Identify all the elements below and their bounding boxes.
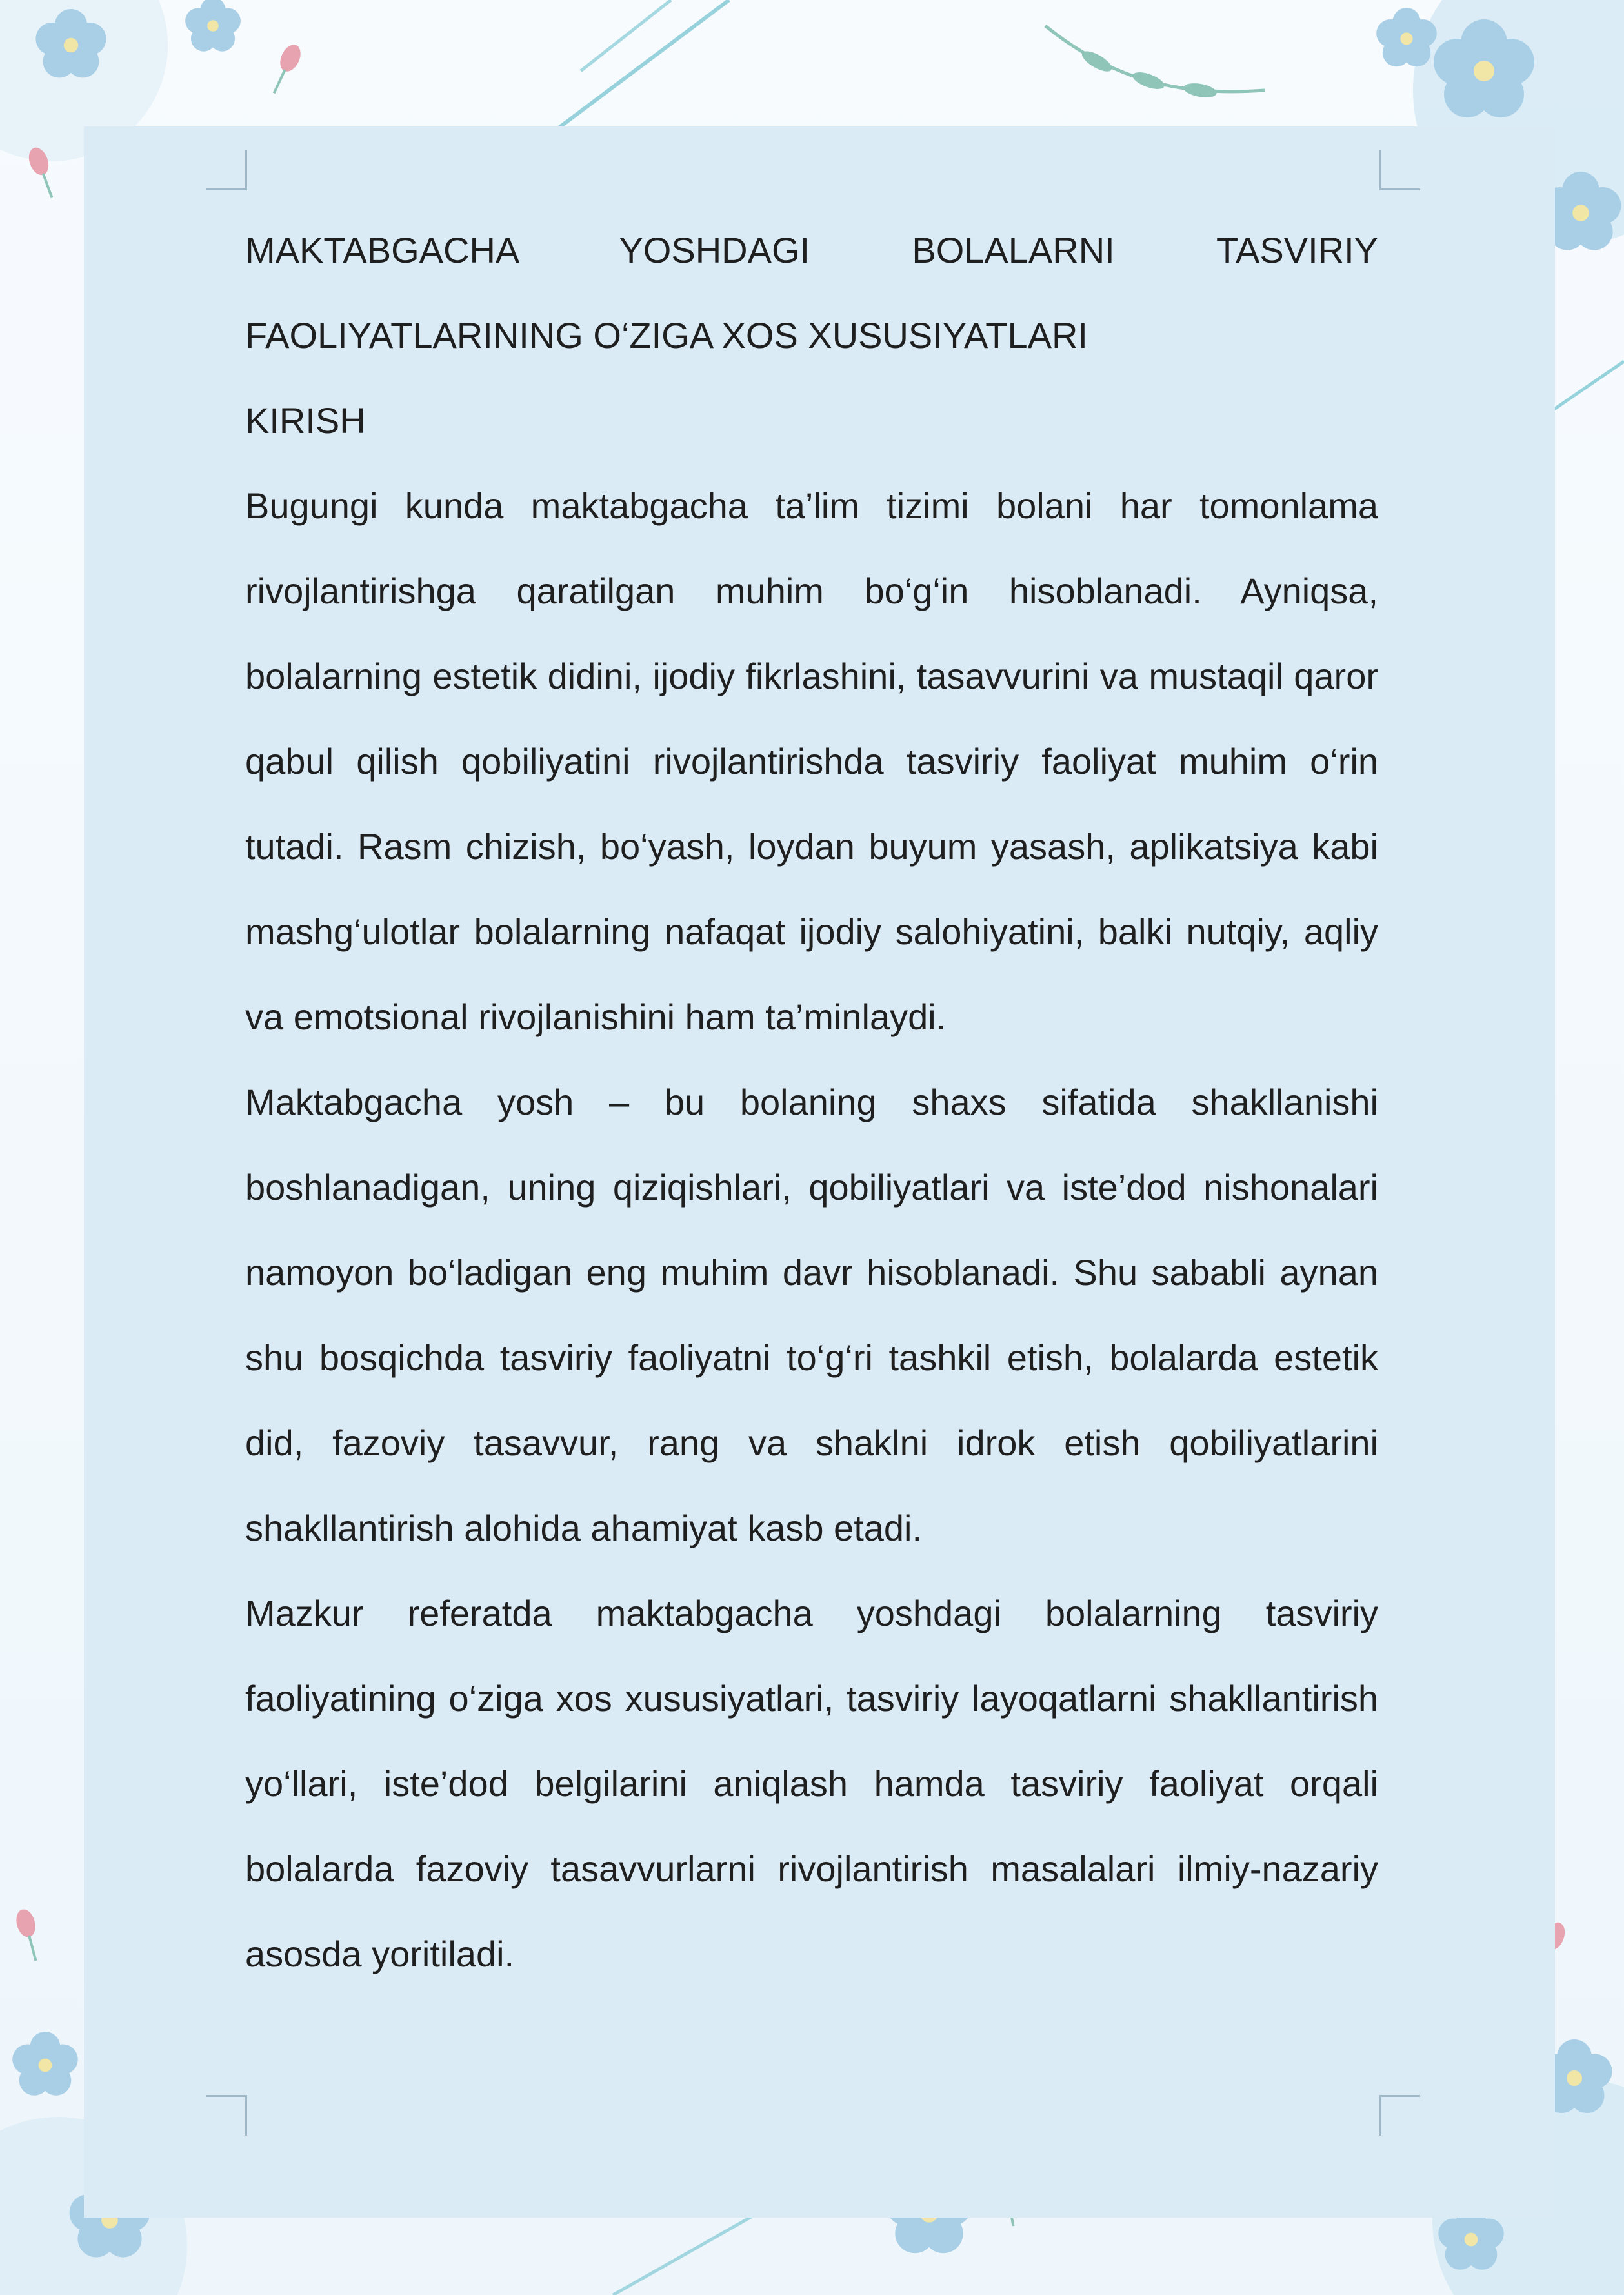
paragraph-1: Bugungi kunda maktabgacha ta’lim tizimi bolani har tomonlama rivojlantirishga qaratilgan muhim bo‘g‘in hisoblanadi. Ayniqsa, bolalarning estetik didini, ijodiy fikrlashini, tasavvurini va mustaqil qaror qabul qilish qobiliyatini rivojlantirishda tasviriy faoliyat muhim o‘rin tutadi. Rasm chizish, bo‘yash, loydan buyum yasash, aplikatsiya kabi mashg‘ulotlar bolalarning nafaqat ijodiy salohiyatini, balki nutqiy, aqliy va emotsional rivojlanishini ham ta’minlaydi. (245, 485, 1378, 1037)
document-title-line-2: FAOLIYATLARINING O‘ZIGA XOS XUSUSIYATLARI (245, 315, 1088, 356)
pink-bud-icon (14, 1907, 45, 1963)
corner-mark-bottom-right (1379, 2095, 1420, 2136)
leaf-sprig-icon (1045, 26, 1265, 99)
section-heading: KIRISH (245, 400, 366, 441)
paragraph-3: Mazkur referatda maktabgacha yoshdagi bolalarning tasviriy faoliyatining o‘ziga xos xususiyatlari, tasviriy layoqatlarni shakllantirish yo‘llari, iste’dod belgilarini aniqlash hamda tasviriy faoliyat orqali bolalarda fazoviy tasavvurlarni rivojlantirish masalalari ilmiy-nazariy asosda yoritiladi. (245, 1593, 1378, 1974)
document-body (245, 208, 1378, 1997)
corner-mark-bottom-left (206, 2095, 247, 2136)
forget-me-not-icon (12, 2032, 77, 2096)
corner-mark-top-left (206, 150, 247, 190)
forget-me-not-icon (185, 0, 241, 52)
document-title-line-1: MAKTABGACHA YOSHDAGI BOLALARNI TASVIRIY (245, 230, 1378, 270)
paragraph-2: Maktabgacha yosh – bu bolaning shaxs sifatida shakllanishi boshlanadigan, uning qiziqishlari, qobiliyatlari va iste’dod nishonalari namoyon bo‘ladigan eng muhim davr hisoblanadi. Shu sababli aynan shu bosqichda tasviriy faoliyatni to‘g‘ri tashkil etish, bolalarda estetik did, fazoviy tasavvur, rang va shaklni idrok etish qobiliyatlarini shakllantirish alohida ahamiyat kasb etadi. (245, 1082, 1378, 1548)
forget-me-not-icon (1376, 8, 1437, 66)
pink-bud-icon (266, 41, 305, 97)
corner-mark-top-right (1379, 150, 1420, 190)
